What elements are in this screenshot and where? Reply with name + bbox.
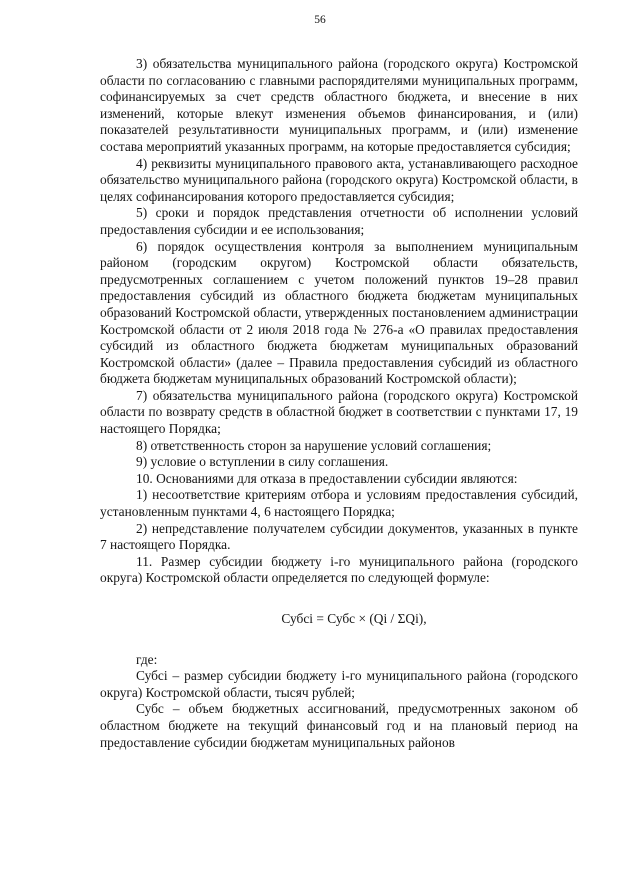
paragraph-section-11: 11. Размер субсидии бюджету i-го муниципального района (городского округа) Костромской области определяется по следующей формуле: [100, 553, 578, 586]
page-number: 56 [314, 14, 326, 26]
paragraph-item-9: 9) условие о вступлении в силу соглашения. [136, 454, 389, 470]
definition-subs: Субс – объем бюджетных ассигнований, предусмотренных законом об областном бюджете на текущий финансовый год и на плановый период на предоставление субсидии бюджетам муниципальных районов [100, 701, 578, 750]
paragraph-item-6: 6) порядок осуществления контроля за выполнением муниципальным районом (городским округом) Костромской области обязательств, предусмотренных соглашением с учетом положений пунктов 19–28 правил предоставления субсидий из областного бюджета бюджетам муниципальных образований Костромской области, утвержденных постановлением администрации Костромской области от 2 июля 2018 года № 276-а «О правилах предоставления субсидий из областного бюджета бюджетам муниципальных образований Костромской области» (далее – Правила предоставления субсидий из областного бюджета бюджетам муниципальных образований Костромской области); [100, 238, 578, 387]
definition-subs-i: Субсi – размер субсидии бюджету i-го муниципального района (городского округа) Костромской области, тысяч рублей; [100, 668, 578, 700]
paragraph-refusal-2: 2) непредставление получателем субсидии документов, указанных в пункте 7 настоящего Порядка. [100, 520, 578, 553]
where-label: где: [136, 651, 158, 667]
paragraph-item-4: 4) реквизиты муниципального правового акта, устанавливающего расходное обязательство муниципального района (городского округа) Костромской области, в целях софинансирования которого предоставляется субсидия; [100, 155, 578, 204]
paragraph-section-10: 10. Основаниями для отказа в предоставлении субсидии являются: [136, 470, 518, 486]
paragraph-item-8: 8) ответственность сторон за нарушение условий соглашения; [136, 437, 492, 453]
document-body [100, 56, 578, 751]
paragraph-item-7: 7) обязательства муниципального района (городского округа) Костромской области по возврату средств в областной бюджет в соответствии с пунктами 17, 19 настоящего Порядка; [100, 387, 578, 437]
paragraph-item-3: 3) обязательства муниципального района (городского округа) Костромской области по согласованию с главными распорядителями муниципальных программ, софинансируемых за счет средств областного бюджета, и внесение в них изменений, которые влекут изменения объемов финансирования, и (или) показателей результативности муниципальных программ, и (или) изменение состава мероприятий указанных программ, на которые предоставляется субсидия; [100, 56, 578, 154]
paragraph-item-5: 5) сроки и порядок представления отчетности об исполнении условий предоставления субсидии и ее использования; [100, 205, 578, 237]
paragraph-refusal-1: 1) несоответствие критериям отбора и условиям предоставления субсидий, установленным пунктами 4, 6 настоящего Порядка; [100, 487, 578, 520]
subsidy-formula: Субсi = Субс × (Qi / ΣQi), [281, 611, 427, 626]
